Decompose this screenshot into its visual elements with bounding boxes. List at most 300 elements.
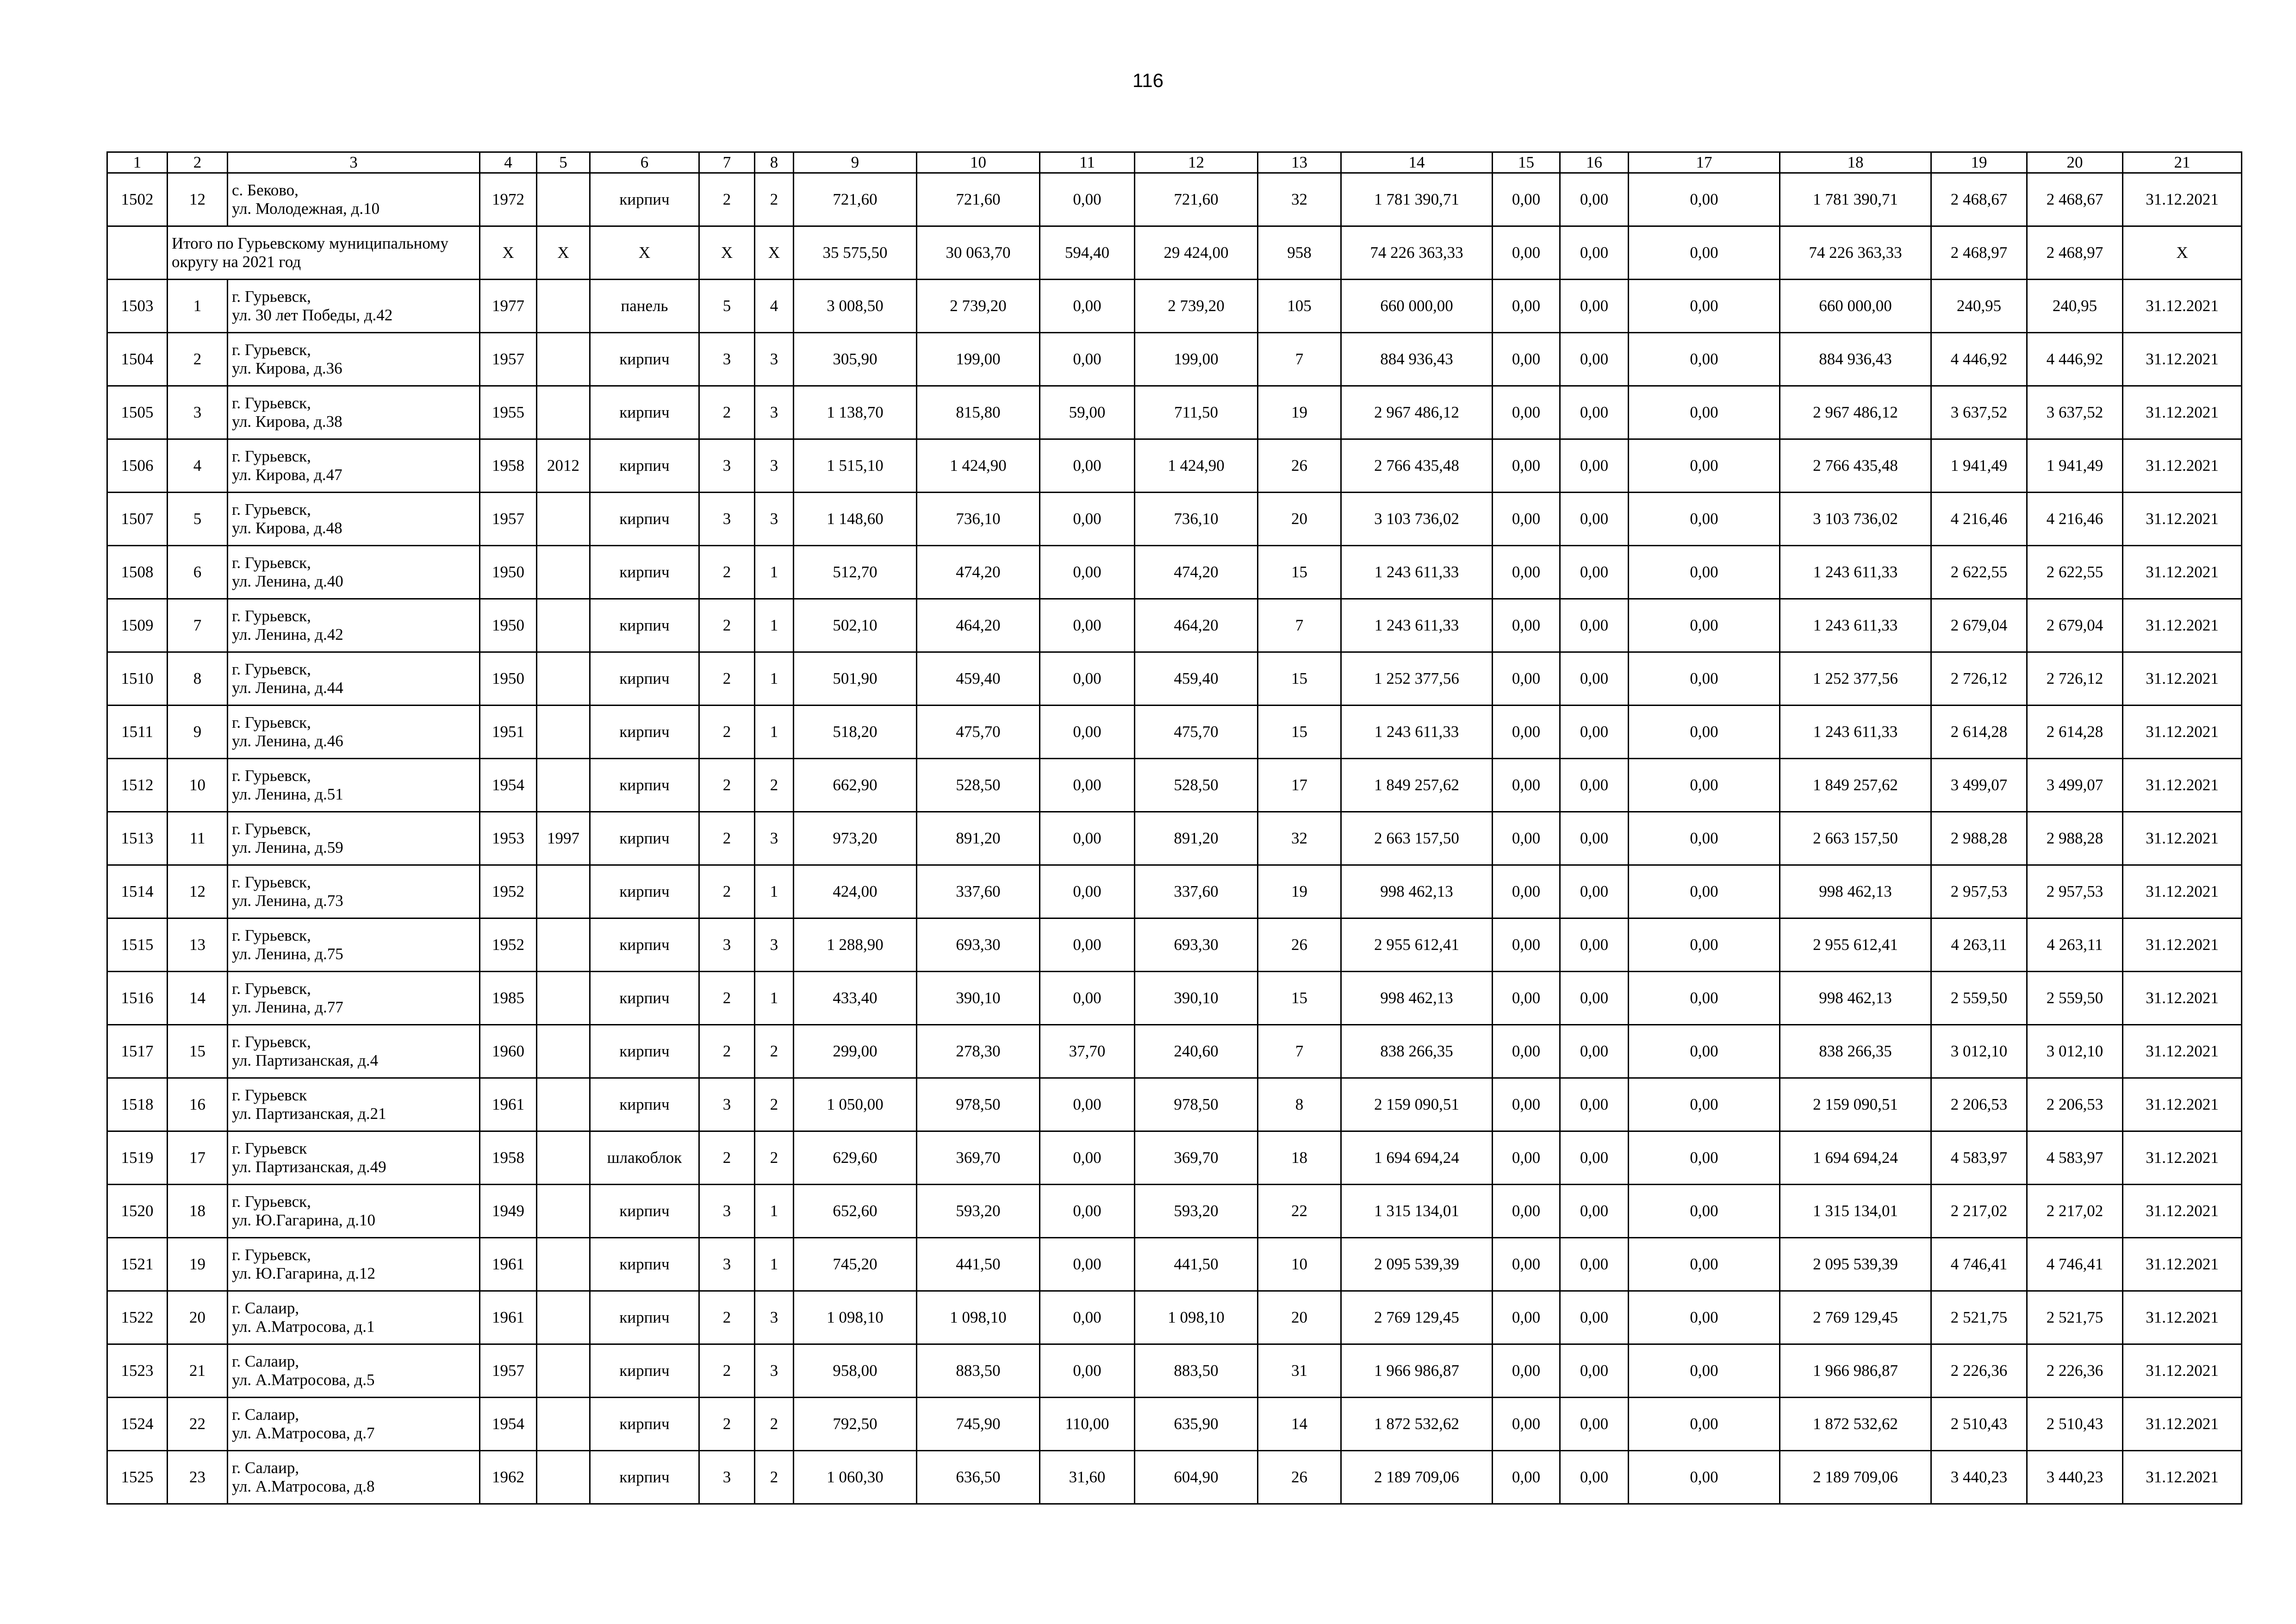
table-cell: 2 (699, 759, 755, 812)
table-cell: 2 663 157,50 (1780, 812, 1931, 865)
table-cell: 0,00 (1629, 1185, 1780, 1238)
table-cell: 745,20 (794, 1238, 917, 1291)
table-cell: 792,50 (794, 1398, 917, 1451)
table-cell: 4 216,46 (1931, 493, 2027, 546)
table-cell: 3 (755, 439, 794, 493)
address-cell: г. Гурьевск, ул. Ленина, д.73 (228, 865, 480, 918)
table-cell: 0,00 (1629, 280, 1780, 333)
table-cell: 1954 (480, 1398, 537, 1451)
table-cell: 2 (699, 1344, 755, 1398)
table-cell: 2 (168, 333, 228, 386)
table-cell: 2 (699, 546, 755, 599)
table-cell: 37,70 (1040, 1025, 1135, 1078)
address-cell: г. Гурьевск, ул. Ленина, д.40 (228, 546, 480, 599)
table-cell: 2 (699, 1398, 755, 1451)
table-cell: 26 (1258, 439, 1341, 493)
table-cell: 3 499,07 (1931, 759, 2027, 812)
table-cell: 0,00 (1493, 1291, 1560, 1344)
column-number-cell: 4 (480, 152, 537, 173)
table-cell: 1 424,90 (1135, 439, 1258, 493)
table-cell: 0,00 (1560, 333, 1629, 386)
table-cell: 15 (168, 1025, 228, 1078)
table-cell: 884 936,43 (1341, 333, 1493, 386)
table-cell: 1510 (107, 652, 168, 706)
table-cell: 1504 (107, 333, 168, 386)
table-cell: 1508 (107, 546, 168, 599)
table-cell: 3 012,10 (1931, 1025, 2027, 1078)
table-cell: 3 (699, 1185, 755, 1238)
table-cell: 2 559,50 (1931, 972, 2027, 1025)
table-cell: 0,00 (1493, 1025, 1560, 1078)
table-cell: 1 243 611,33 (1780, 706, 1931, 759)
table-row (107, 1451, 2242, 1504)
table-cell: 2 468,67 (1931, 173, 2027, 226)
table-cell: 2 521,75 (1931, 1291, 2027, 1344)
table-cell: 8 (1258, 1078, 1341, 1131)
table-cell: 0,00 (1040, 759, 1135, 812)
table-cell: 3 (755, 1291, 794, 1344)
table-cell: 2 622,55 (2027, 546, 2123, 599)
address-cell: г. Гурьевск, ул. Ленина, д.59 (228, 812, 480, 865)
address-cell: г. Гурьевск, ул. Ленина, д.46 (228, 706, 480, 759)
table-cell: 1955 (480, 386, 537, 439)
table-cell: 20 (168, 1291, 228, 1344)
table-cell: 3 (755, 918, 794, 972)
table-cell: 31.12.2021 (2123, 652, 2242, 706)
table-cell: 1 243 611,33 (1780, 599, 1931, 652)
table-cell: 199,00 (917, 333, 1040, 386)
total-label-cell: Итого по Гурьевскому муниципальному округу на 2021 год (168, 226, 480, 280)
table-row (107, 1238, 2242, 1291)
table-cell: 0,00 (1629, 333, 1780, 386)
table-cell: 2 (699, 812, 755, 865)
table-cell (537, 1291, 590, 1344)
table-cell: 337,60 (1135, 865, 1258, 918)
table-cell: 721,60 (917, 173, 1040, 226)
table-cell: 3 (699, 493, 755, 546)
table-cell: 0,00 (1493, 1344, 1560, 1398)
table-cell: 2 226,36 (2027, 1344, 2123, 1398)
table-cell: 1 243 611,33 (1341, 599, 1493, 652)
table-cell: 1 781 390,71 (1341, 173, 1493, 226)
table-cell: 0,00 (1560, 1025, 1629, 1078)
table-cell: 1519 (107, 1131, 168, 1185)
table-cell: кирпич (590, 972, 699, 1025)
table-cell: 1 288,90 (794, 918, 917, 972)
table-cell: 8 (168, 652, 228, 706)
table-cell: 528,50 (1135, 759, 1258, 812)
table-cell: 1 849 257,62 (1780, 759, 1931, 812)
table-cell: 0,00 (1493, 972, 1560, 1025)
table-cell: 2 614,28 (2027, 706, 2123, 759)
table-cell: 10 (1258, 1238, 1341, 1291)
table-cell: 1958 (480, 439, 537, 493)
table-cell: 18 (1258, 1131, 1341, 1185)
page-number: 116 (1132, 69, 1164, 91)
table-cell: 883,50 (917, 1344, 1040, 1398)
table-cell: 14 (168, 972, 228, 1025)
table-cell: 2 510,43 (2027, 1398, 2123, 1451)
table-cell: 635,90 (1135, 1398, 1258, 1451)
table-cell: 3 (755, 812, 794, 865)
table-cell: 0,00 (1493, 1078, 1560, 1131)
table-cell (537, 1078, 590, 1131)
table-cell: 518,20 (794, 706, 917, 759)
table-cell: 2 226,36 (1931, 1344, 2027, 1398)
table-cell: 31.12.2021 (2123, 918, 2242, 972)
table-cell: 3 (699, 1078, 755, 1131)
table-cell: 15 (1258, 972, 1341, 1025)
table-cell: 31,60 (1040, 1451, 1135, 1504)
table-cell: 0,00 (1560, 599, 1629, 652)
table-row (107, 546, 2242, 599)
table-cell: 337,60 (917, 865, 1040, 918)
table-cell: 31.12.2021 (2123, 1078, 2242, 1131)
table-cell: X (755, 226, 794, 280)
table-cell: 0,00 (1629, 1344, 1780, 1398)
table-cell: кирпич (590, 493, 699, 546)
table-cell: 0,00 (1629, 759, 1780, 812)
table-cell: 502,10 (794, 599, 917, 652)
table-cell: кирпич (590, 1344, 699, 1398)
table-cell: кирпич (590, 865, 699, 918)
table-cell: 604,90 (1135, 1451, 1258, 1504)
table-cell: 474,20 (1135, 546, 1258, 599)
table-cell: 3 440,23 (1931, 1451, 2027, 1504)
table-cell: 0,00 (1560, 493, 1629, 546)
table-cell: 652,60 (794, 1185, 917, 1238)
table-cell: 838 266,35 (1341, 1025, 1493, 1078)
table-cell: 1513 (107, 812, 168, 865)
table-cell: 1985 (480, 972, 537, 1025)
table-cell: 2 679,04 (1931, 599, 2027, 652)
table-cell: 31.12.2021 (2123, 1131, 2242, 1185)
table-cell: 0,00 (1493, 918, 1560, 972)
table-cell: 16 (168, 1078, 228, 1131)
table-row (107, 599, 2242, 652)
table-cell: 1512 (107, 759, 168, 812)
table-row (107, 812, 2242, 865)
table-cell: 2 (755, 173, 794, 226)
table-cell: 390,10 (917, 972, 1040, 1025)
table-cell: 0,00 (1560, 280, 1629, 333)
table-cell: 0,00 (1040, 1344, 1135, 1398)
address-cell: г. Гурьевск, ул. Кирова, д.47 (228, 439, 480, 493)
table-cell: 2 468,67 (2027, 173, 2123, 226)
table-cell: 18 (168, 1185, 228, 1238)
table-cell: 1972 (480, 173, 537, 226)
table-cell: 31.12.2021 (2123, 173, 2242, 226)
table-cell: 1 941,49 (2027, 439, 2123, 493)
table-cell: 1506 (107, 439, 168, 493)
table-cell: 2 739,20 (917, 280, 1040, 333)
table-cell: 3 499,07 (2027, 759, 2123, 812)
table-cell: 1 138,70 (794, 386, 917, 439)
table-cell: 660 000,00 (1341, 280, 1493, 333)
table-cell: 0,00 (1040, 333, 1135, 386)
table-cell: 1961 (480, 1291, 537, 1344)
table-cell: 815,80 (917, 386, 1040, 439)
table-cell: 0,00 (1493, 173, 1560, 226)
table-cell: 0,00 (1493, 599, 1560, 652)
table-cell: 0,00 (1560, 759, 1629, 812)
table-cell (537, 972, 590, 1025)
table-row (107, 1344, 2242, 1398)
table-cell: 891,20 (917, 812, 1040, 865)
table-cell: 1950 (480, 599, 537, 652)
address-cell: г. Гурьевск, ул. Кирова, д.36 (228, 333, 480, 386)
table-cell: 13 (168, 918, 228, 972)
table-row (107, 1185, 2242, 1238)
table-cell: 721,60 (794, 173, 917, 226)
table-cell: 20 (1258, 493, 1341, 546)
table-cell: 0,00 (1629, 1131, 1780, 1185)
table-cell: 2 206,53 (1931, 1078, 2027, 1131)
table-cell: 2 (699, 1025, 755, 1078)
table-row (107, 759, 2242, 812)
table-cell: 4 263,11 (1931, 918, 2027, 972)
table-row (107, 493, 2242, 546)
table-cell: 2 189 709,06 (1780, 1451, 1931, 1504)
table-row (107, 1025, 2242, 1078)
table-cell: 31.12.2021 (2123, 812, 2242, 865)
table-cell: 6 (168, 546, 228, 599)
table-cell: 2 726,12 (2027, 652, 2123, 706)
table-cell: 998 462,13 (1780, 972, 1931, 1025)
table-cell (537, 1185, 590, 1238)
table-cell: 1957 (480, 493, 537, 546)
table-cell: 693,30 (1135, 918, 1258, 972)
table-cell: 1 050,00 (794, 1078, 917, 1131)
table-cell: 0,00 (1560, 1398, 1629, 1451)
table-cell: 0,00 (1560, 1451, 1629, 1504)
address-cell: г. Гурьевск, ул. Ленина, д.51 (228, 759, 480, 812)
table-cell: 4 (755, 280, 794, 333)
table-cell: 891,20 (1135, 812, 1258, 865)
table-cell: X (480, 226, 537, 280)
table-cell: 0,00 (1629, 1025, 1780, 1078)
table-cell (537, 1398, 590, 1451)
table-cell: 3 (755, 333, 794, 386)
table-cell: кирпич (590, 812, 699, 865)
table-cell: 19 (1258, 865, 1341, 918)
table-cell: 7 (1258, 599, 1341, 652)
table-cell: 0,00 (1629, 1238, 1780, 1291)
table-cell: 1507 (107, 493, 168, 546)
table-cell: 0,00 (1040, 1291, 1135, 1344)
table-cell: 0,00 (1493, 706, 1560, 759)
table-cell: 1 098,10 (794, 1291, 917, 1344)
table-row (107, 333, 2242, 386)
table-cell: 22 (168, 1398, 228, 1451)
address-cell: г. Гурьевск, ул. Ленина, д.75 (228, 918, 480, 972)
table-cell: 736,10 (1135, 493, 1258, 546)
table-cell: 1949 (480, 1185, 537, 1238)
table-cell: 32 (1258, 173, 1341, 226)
table-cell: 1505 (107, 386, 168, 439)
table-cell: 0,00 (1560, 652, 1629, 706)
table-cell (537, 918, 590, 972)
table-cell: 883,50 (1135, 1344, 1258, 1398)
table-cell: 721,60 (1135, 173, 1258, 226)
table-cell: 3 103 736,02 (1780, 493, 1931, 546)
table-cell: 2 559,50 (2027, 972, 2123, 1025)
table-cell: 2 769 129,45 (1341, 1291, 1493, 1344)
table-cell: 1 (755, 1238, 794, 1291)
table-cell: 2 (755, 759, 794, 812)
table-cell: 0,00 (1493, 439, 1560, 493)
table-cell: 1518 (107, 1078, 168, 1131)
column-number-cell: 10 (917, 152, 1040, 173)
table-cell: кирпич (590, 1078, 699, 1131)
column-number-cell: 17 (1629, 152, 1780, 173)
table-cell: 1 (755, 706, 794, 759)
table-cell: 2 955 612,41 (1780, 918, 1931, 972)
table-cell: 2 (699, 1291, 755, 1344)
table-cell (537, 333, 590, 386)
table-cell: 0,00 (1040, 546, 1135, 599)
table-cell: 958,00 (794, 1344, 917, 1398)
table-cell: 31 (1258, 1344, 1341, 1398)
table-cell: 475,70 (917, 706, 1040, 759)
table-cell: 0,00 (1560, 1238, 1629, 1291)
table-cell: 1517 (107, 1025, 168, 1078)
table-cell: 4 583,97 (2027, 1131, 2123, 1185)
table-cell: 1 148,60 (794, 493, 917, 546)
table-cell: 0,00 (1493, 546, 1560, 599)
housing-registry-table (106, 151, 2242, 1505)
table-cell: 1502 (107, 173, 168, 226)
table-cell: кирпич (590, 1291, 699, 1344)
table-cell: 0,00 (1493, 493, 1560, 546)
table-cell: 528,50 (917, 759, 1040, 812)
table-cell: 2 159 090,51 (1780, 1078, 1931, 1131)
table-cell (537, 759, 590, 812)
table-cell: X (2123, 226, 2242, 280)
address-cell: г. Гурьевск, ул. Ленина, д.44 (228, 652, 480, 706)
table-cell: 1 (168, 280, 228, 333)
table-cell: кирпич (590, 173, 699, 226)
table-cell: 10 (168, 759, 228, 812)
table-cell: 19 (168, 1238, 228, 1291)
table-cell: 1 872 532,62 (1780, 1398, 1931, 1451)
table-cell: 4 446,92 (2027, 333, 2123, 386)
table-cell: 3 103 736,02 (1341, 493, 1493, 546)
table-cell: 2 957,53 (2027, 865, 2123, 918)
table-cell: 1 315 134,01 (1341, 1185, 1493, 1238)
table-cell: 501,90 (794, 652, 917, 706)
table-cell: 59,00 (1040, 386, 1135, 439)
table-cell: 2 766 435,48 (1780, 439, 1931, 493)
table-cell: 4 746,41 (1931, 1238, 2027, 1291)
table-cell: 660 000,00 (1780, 280, 1931, 333)
table-cell: 593,20 (917, 1185, 1040, 1238)
table-cell: 711,50 (1135, 386, 1258, 439)
column-number-cell: 15 (1493, 152, 1560, 173)
table-cell: 1 515,10 (794, 439, 917, 493)
table-cell: 3 (699, 918, 755, 972)
table-cell: 2 (699, 972, 755, 1025)
table-cell: 0,00 (1560, 972, 1629, 1025)
table-cell: 459,40 (1135, 652, 1258, 706)
address-cell: г. Гурьевск, ул. Кирова, д.48 (228, 493, 480, 546)
table-cell: 369,70 (917, 1131, 1040, 1185)
table-cell: 1961 (480, 1078, 537, 1131)
table-cell: 464,20 (917, 599, 1040, 652)
table-cell: 2 (755, 1451, 794, 1504)
table-cell: 0,00 (1629, 226, 1780, 280)
table-cell: шлакоблок (590, 1131, 699, 1185)
column-number-cell: 9 (794, 152, 917, 173)
table-cell: 0,00 (1040, 812, 1135, 865)
table-cell: 629,60 (794, 1131, 917, 1185)
table-cell: 4 583,97 (1931, 1131, 2027, 1185)
table-cell: 31.12.2021 (2123, 759, 2242, 812)
table-cell: 1957 (480, 333, 537, 386)
table-cell: 1 315 134,01 (1780, 1185, 1931, 1238)
table-cell: кирпич (590, 759, 699, 812)
table-cell: 0,00 (1040, 865, 1135, 918)
table-cell: 3 (755, 493, 794, 546)
table-cell: кирпич (590, 1025, 699, 1078)
table-cell: кирпич (590, 386, 699, 439)
table-cell: 3 440,23 (2027, 1451, 2123, 1504)
address-cell: г. Гурьевск, ул. Ленина, д.77 (228, 972, 480, 1025)
table-cell: 4 (168, 439, 228, 493)
table-cell: 884 936,43 (1780, 333, 1931, 386)
address-cell: г. Гурьевск, ул. Ю.Гагарина, д.12 (228, 1238, 480, 1291)
table-cell: 29 424,00 (1135, 226, 1258, 280)
table-cell: 2 (699, 865, 755, 918)
table-cell: 0,00 (1040, 652, 1135, 706)
address-cell: г. Салаир, ул. А.Матросова, д.5 (228, 1344, 480, 1398)
table-cell: 973,20 (794, 812, 917, 865)
table-cell: 0,00 (1040, 439, 1135, 493)
table-cell: 31.12.2021 (2123, 1344, 2242, 1398)
table-cell: 12 (168, 173, 228, 226)
total-row (107, 226, 2242, 280)
table-cell: 1 872 532,62 (1341, 1398, 1493, 1451)
table-cell: 0,00 (1493, 333, 1560, 386)
table-cell: X (537, 226, 590, 280)
table-cell: 32 (1258, 812, 1341, 865)
table-cell (537, 706, 590, 759)
table-cell: 0,00 (1629, 972, 1780, 1025)
table-cell: 2 521,75 (2027, 1291, 2123, 1344)
table-cell: 1950 (480, 546, 537, 599)
table-cell (537, 1451, 590, 1504)
table-cell: 31.12.2021 (2123, 280, 2242, 333)
table-cell: 0,00 (1560, 439, 1629, 493)
table-cell: 17 (1258, 759, 1341, 812)
table-cell: 240,95 (1931, 280, 2027, 333)
table-cell: кирпич (590, 546, 699, 599)
table-cell: 1509 (107, 599, 168, 652)
table-cell: 7 (1258, 1025, 1341, 1078)
column-number-cell: 16 (1560, 152, 1629, 173)
table-cell: 838 266,35 (1780, 1025, 1931, 1078)
table-cell: 31.12.2021 (2123, 439, 2242, 493)
table-cell: 74 226 363,33 (1780, 226, 1931, 280)
table-cell: 998 462,13 (1341, 972, 1493, 1025)
table-cell: 31.12.2021 (2123, 1451, 2242, 1504)
table-cell: 2 769 129,45 (1780, 1291, 1931, 1344)
table-cell: 278,30 (917, 1025, 1040, 1078)
table-cell: 23 (168, 1451, 228, 1504)
table-cell: 1 941,49 (1931, 439, 2027, 493)
table-cell: 0,00 (1629, 1291, 1780, 1344)
table-cell: 0,00 (1493, 280, 1560, 333)
